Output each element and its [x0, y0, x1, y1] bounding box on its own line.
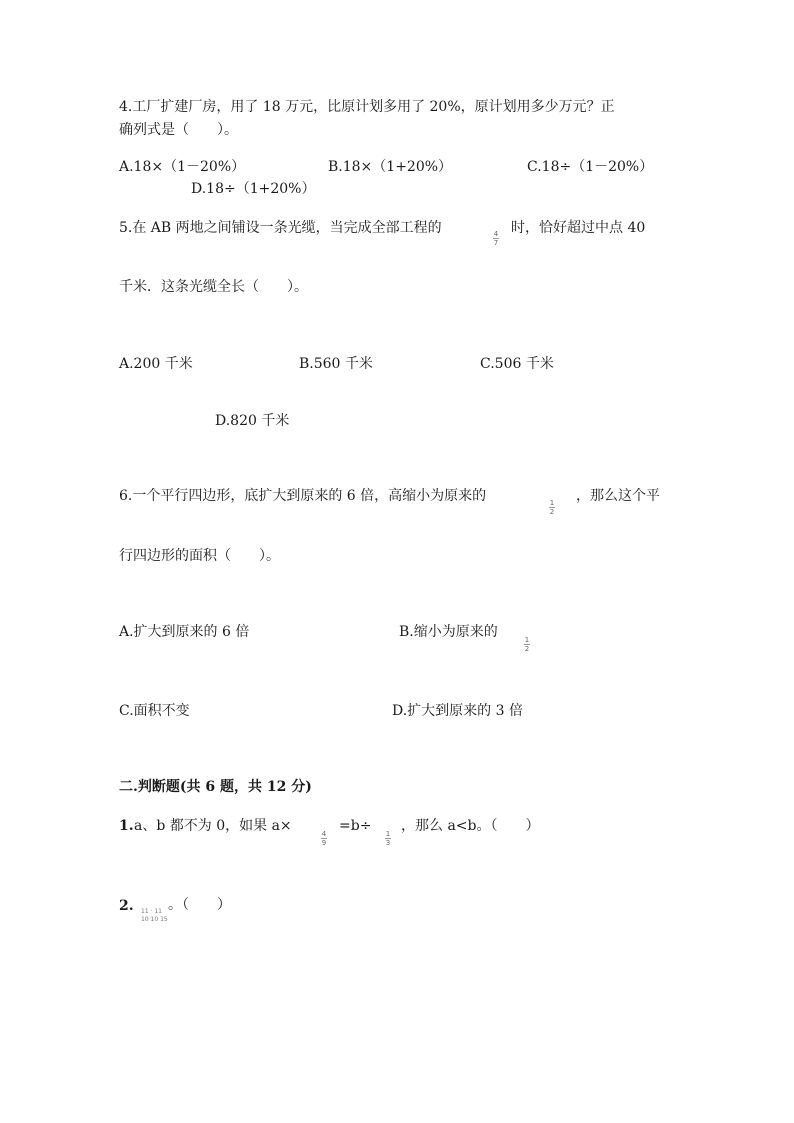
judge-q1-fraction-2 — [385, 830, 391, 847]
judge-q1-text-c: ，那么 a<b。（ ） — [401, 818, 540, 834]
judge-q1-text-a: a、b 都不为 0，如果 a× — [134, 818, 292, 834]
judge-q2-formula-bottom: 10 10 15 — [141, 916, 168, 923]
q5-option-a: A.200 千米 — [119, 356, 193, 372]
q6-text-after: ，那么这个平 — [576, 488, 660, 504]
fraction-denominator: 2 — [549, 508, 555, 516]
q4-line1: 4.工厂扩建厂房，用了 18 万元，比原计划多用了 20%，原计划用多少万元？正 — [119, 99, 615, 115]
fraction-denominator: 7 — [493, 239, 499, 247]
q5-line2: 千米．这条光缆全长（ ）。 — [119, 279, 308, 295]
fraction-numerator: 1 — [524, 636, 530, 644]
section2-heading: 二.判断题(共 6 题，共 12 分) — [119, 779, 312, 795]
q4-option-b: B.18×（1+20%） — [328, 159, 453, 175]
q6-option-b: B.缩小为原来的 — [399, 624, 498, 640]
fraction-denominator: 9 — [321, 839, 327, 847]
q5-text-before: 5.在 AB 两地之间铺设一条光缆，当完成全部工程的 — [119, 220, 442, 236]
judge-q1-number: 1. — [119, 818, 134, 834]
fraction-numerator: 1 — [549, 499, 555, 507]
q5-fraction — [493, 230, 499, 247]
fraction-numerator: 4 — [321, 830, 327, 838]
fraction-numerator: 4 — [493, 230, 499, 238]
q6-text-before: 6.一个平行四边形，底扩大到原来的 6 倍，高缩小为原来的 — [119, 488, 487, 504]
q5-option-b: B.560 千米 — [299, 356, 373, 372]
q5-option-d: D.820 千米 — [215, 413, 290, 429]
q4-line2: 确列式是（ ）。 — [119, 122, 238, 138]
q6-fraction — [549, 499, 555, 516]
q6-option-c: C.面积不变 — [119, 703, 190, 719]
judge-q2-text: 。（ ） — [168, 897, 231, 913]
q4-option-a: A.18×（1－20%） — [119, 159, 246, 175]
fraction-denominator: 3 — [385, 839, 391, 847]
q4-option-c: C.18÷（1－20%） — [527, 159, 654, 175]
q6-option-a: A.扩大到原来的 6 倍 — [119, 624, 250, 640]
judge-q2-number: 2. — [119, 898, 134, 914]
judge-q1-fraction-1 — [321, 830, 327, 847]
q6-option-b-fraction — [524, 636, 530, 653]
fraction-numerator: 1 — [385, 830, 391, 838]
judge-q1-text-b: =b÷ — [339, 818, 372, 834]
judge-q2-formula-top: 11 · 11 — [141, 908, 162, 915]
q6-line2: 行四边形的面积（ ）。 — [119, 548, 280, 564]
q5-option-c: C.506 千米 — [480, 356, 554, 372]
fraction-denominator: 2 — [524, 645, 530, 653]
q6-option-d: D.扩大到原来的 3 倍 — [392, 703, 523, 719]
q4-option-d: D.18÷（1+20%） — [191, 181, 316, 197]
q5-text-after: 时，恰好超过中点 40 — [511, 220, 646, 236]
